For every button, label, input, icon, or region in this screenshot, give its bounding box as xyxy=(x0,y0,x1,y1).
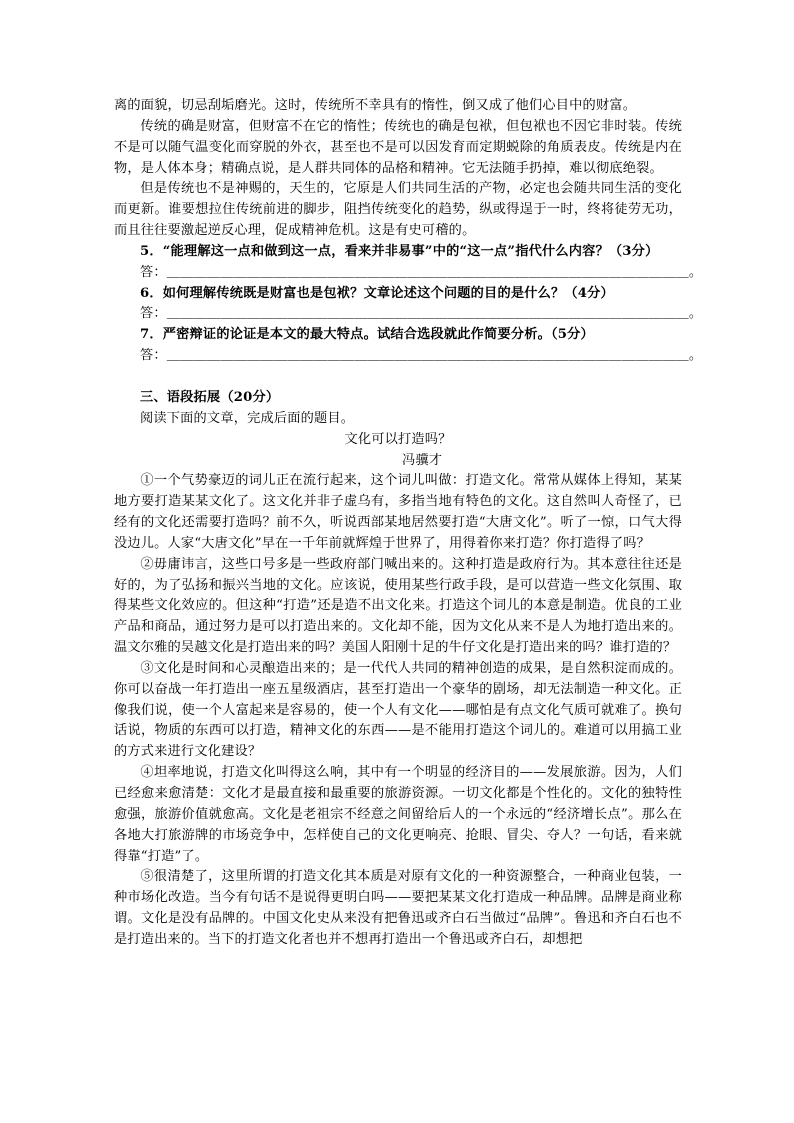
paragraph: 但是传统也不是神赐的，天生的，它原是人们共同生活的产物，必定也会随共同生活的变化而更新。谁要想拉住传统前进的脚步，阻挡传统变化的趋势，纵或得逞于一时，终将徒劳无功，而且往往要激起逆反心理，促成精神危机。这是有史可稽的。 xyxy=(114,181,682,239)
section-heading: 三、语段拓展（20分） xyxy=(140,389,280,405)
paragraph: 传统的确是财富，但财富不在它的惰性；传统也的确是包袱，但包袱也不因它非时装。传统不是可以随气温变化而穿脱的外衣，甚至也不是可以因发育而定期蜕除的角质表皮。传统是内在物，是人体本身；精确点说，是人群共同体的品格和精神。它无法随手扔掉，难以彻底绝裂。 xyxy=(114,118,682,176)
article-author: 冯骥才 xyxy=(402,452,443,468)
spacer xyxy=(114,367,682,388)
question-7: 7．严密辩证的论证是本文的最大特点。试结合选段就此作简要分析。（5分） xyxy=(140,327,594,343)
article-title: 文化可以打造吗？ xyxy=(344,431,452,447)
question-6: 6．如何理解传统既是财富也是包袱？文章论述这个问题的目的是什么？（4分） xyxy=(140,285,614,301)
article-paragraph: ③文化是时间和心灵酿造出来的；是一代代人共同的精神创造的成果，是自然积淀而成的。你可以奋战一年打造出一座五星级酒店，甚至打造出一个豪华的剧场，却无法制造一种文化。正像我们说，使一个人富起来是容易的，使一个人有文化——哪怕是有点文化气质可就难了。换句话说，物质的东西可以打造，精神文化的东西——是不能用打造这个词儿的。难道可以用搞工业的方式来进行文化建设？ xyxy=(114,660,682,760)
answer-line-7: 答：＿＿＿＿＿＿＿＿＿＿＿＿＿＿＿＿＿＿＿＿＿＿＿＿＿＿＿＿＿＿＿＿＿＿＿＿＿＿＿。 xyxy=(140,348,703,364)
article-paragraph: ⑤很清楚了，这里所谓的打造文化其本质是对原有文化的一种资源整合，一种商业包装，一种市场化改造。当今有句话不是说得更明白吗——要把某某文化打造成一种品牌。品牌是商业称谓。文化是没有品牌的。中国文化史从来没有把鲁迅或齐白石当做过“品牌”。鲁迅和齐白石也不是打造出来的。当下的打造文化者也并不想再打造出一个鲁迅或齐白石，却想把 xyxy=(114,869,682,947)
article-paragraph: ①一个气势豪迈的词儿正在流行起来，这个词儿叫做：打造文化。常常从媒体上得知，某某地方要打造某某文化了。这文化并非子虚乌有，多指当地有特色的文化。这自然叫人奇怪了，已经有的文化还需要打造吗？前不久，听说西部某地居然要打造“大唐文化”。听了一惊，口气大得没边儿。人家“大唐文化”早在一千年前就辉煌于世界了，用得着你来打造？你打造得了吗？ xyxy=(114,473,682,551)
article-paragraph: ②毋庸讳言，这些口号多是一些政府部门喊出来的。这种打造是政府行为。其本意往往还是好的，为了弘扬和振兴当地的文化。应该说，使用某些行政手段，是可以营造一些文化氛围、取得某些文化效应的。但这种“打造”还是造不出文化来。打造这个词儿的本意是制造。优良的工业产品和商品，通过努力是可以打造出来的。文化却不能，因为文化从来不是人为地打造出来的。温文尔雅的吴越文化是打造出来的吗？美国人阳刚十足的牛仔文化是打造出来的吗？谁打造的？ xyxy=(114,556,682,656)
answer-line-5: 答：＿＿＿＿＿＿＿＿＿＿＿＿＿＿＿＿＿＿＿＿＿＿＿＿＿＿＿＿＿＿＿＿＿＿＿＿＿＿＿。 xyxy=(140,264,703,280)
section-instruction: 阅读下面的文章，完成后面的题目。 xyxy=(140,410,355,426)
document-page xyxy=(114,96,703,951)
question-5: 5．“能理解这一点和做到这一点，看来并非易事”中的“这一点”指代什么内容？（3分） xyxy=(140,243,659,259)
paragraph: 离的面貌，切忌刮垢磨光。这时，传统所不幸具有的惰性，倒又成了他们心目中的财富。 xyxy=(114,98,637,113)
answer-line-6: 答：＿＿＿＿＿＿＿＿＿＿＿＿＿＿＿＿＿＿＿＿＿＿＿＿＿＿＿＿＿＿＿＿＿＿＿＿＿＿＿。 xyxy=(140,306,703,322)
article-paragraph: ④坦率地说，打造文化叫得这么响，其中有一个明显的经济目的——发展旅游。因为，人们已经愈来愈清楚：文化才是最直接和最重要的旅游资源。一切文化都是个性化的。文化的独特性愈强，旅游价值就愈高。文化是老祖宗不经意之间留给后人的一个永远的“经济增长点”。那么在各地大打旅游牌的市场竞争中，怎样使自己的文化更响亮、抢眼、冒尖、夺人？一句话，看来就得靠“打造”了。 xyxy=(114,765,682,864)
